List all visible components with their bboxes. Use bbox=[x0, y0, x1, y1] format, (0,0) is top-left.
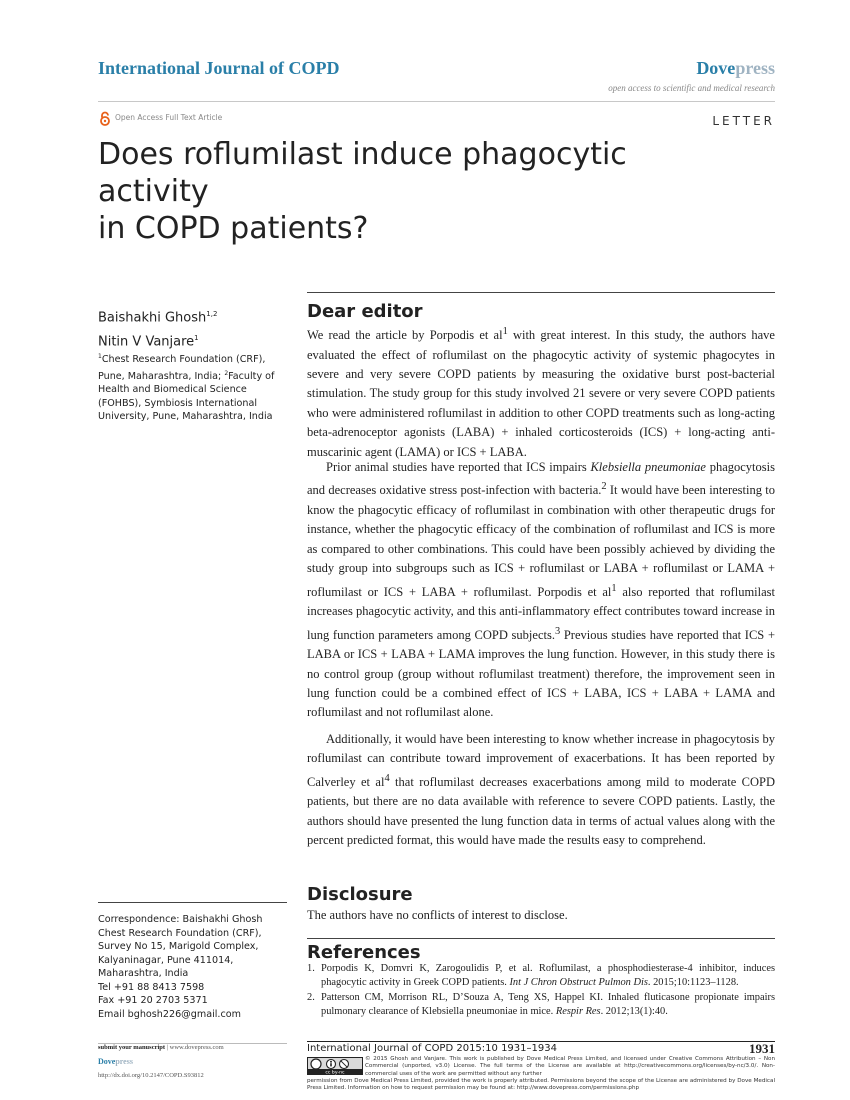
open-access-label: Open Access Full Text Article bbox=[115, 113, 223, 122]
author bbox=[98, 328, 217, 352]
citation-ref[interactable]: 1 bbox=[611, 582, 617, 594]
citation-ref[interactable]: 3 bbox=[554, 625, 561, 637]
reference-item bbox=[307, 991, 775, 1018]
reference-text: Patterson CM, Morrison RL, D’Souza A, Teng XS, Happel KI. Inhaled fluticasone propionate impairs pulmonary clearance of Klebsiella pneumoniae in mice. bbox=[321, 992, 775, 1017]
footer-logo-part2: press bbox=[115, 1057, 133, 1066]
cc-badge-label: cc by-nc bbox=[325, 1070, 345, 1075]
body-paragraph-1 bbox=[307, 322, 775, 462]
footer-publisher-logo[interactable] bbox=[98, 1057, 133, 1066]
publisher-logo-part2: press bbox=[735, 58, 775, 78]
author-affiliation-sup: 1 bbox=[194, 334, 199, 343]
text-run: It would have been interesting to know the phagocytic efficacy of roflumilast in combination with other therapeutic drugs for instance, whether the phagocytic efficacy of the combination of roflumilast and ICS is more as compared to other combinations. This could have been possibly achieved by dividing the study group into subgroups such as ICS + roflumilast or LABA + roflumilast or LAMA + roflumilast or ICS + LABA + roflumilast. Porpodis et al bbox=[307, 483, 775, 599]
license-text-continued: permission from Dove Medical Press Limited, provided the work is properly attributed. Permissions beyond the scope of the License are administered by Dove Medical Press Limited. Information on how to request permission may be found at: http://www.dovepress.com/permissions.php bbox=[307, 1078, 775, 1092]
correspondence-line: Survey No 15, Marigold Complex, bbox=[98, 941, 259, 952]
reference-body bbox=[321, 962, 775, 989]
reference-number: 1. bbox=[307, 963, 315, 974]
author-name: Baishakhi Ghosh bbox=[98, 310, 207, 326]
author-list bbox=[98, 304, 217, 353]
footer-logo-part1: Dove bbox=[98, 1057, 116, 1066]
article-title-line2: in COPD patients? bbox=[98, 211, 369, 246]
submit-label: submit your manuscript bbox=[98, 1044, 166, 1051]
reference-tail: . 2015;10:1123–1128. bbox=[647, 976, 739, 988]
doi-link[interactable]: http://dx.doi.org/10.2147/COPD.S93812 bbox=[98, 1072, 204, 1079]
citation-ref[interactable]: 1 bbox=[502, 326, 508, 337]
affiliations bbox=[98, 350, 283, 424]
publisher-logo[interactable] bbox=[696, 58, 775, 79]
reference-body bbox=[321, 991, 775, 1018]
correspondence-line: Kalyaninagar, Pune 411014, bbox=[98, 954, 234, 966]
submit-separator: | bbox=[165, 1044, 170, 1051]
species-name: Klebsiella pneumoniae bbox=[590, 460, 706, 474]
reference-text: Porpodis K, Domvri K, Zarogoulidis P, et al. Roflumilast, a phosphodiesterase-4 inhibitor, induces phagocytic activity in Greek COPD patients. bbox=[321, 963, 775, 988]
reference-number: 2. bbox=[307, 992, 315, 1003]
reference-journal[interactable]: Respir Res bbox=[555, 1005, 601, 1017]
citation-ref[interactable]: 4 bbox=[384, 772, 390, 784]
reference-journal[interactable]: Int J Chron Obstruct Pulmon Dis bbox=[509, 976, 648, 988]
main-top-divider bbox=[307, 292, 775, 293]
body-paragraph-3 bbox=[307, 730, 775, 851]
correspondence-block bbox=[98, 913, 287, 1021]
footer-right-divider bbox=[307, 1041, 775, 1042]
article-title-line1: Does roflumilast induce phagocytic activity bbox=[98, 137, 627, 209]
text-run: Previous studies have reported that ICS + LABA or ICS + LABA + LAMA improves the lung function. However, in this study there is no control group (group without roflumilast treatment) therefore, the improvement seen in lung function could be a combined effect of ICS + LABA, ICS + LABA + LAMA and roflumilast and not roflumilast alone. bbox=[307, 627, 775, 720]
submit-url[interactable]: www.dovepress.com bbox=[169, 1044, 224, 1051]
text-run: Additionally, it would have been interesting to know whether increase in phagocytosis by roflumilast can contribute toward improvement of exacerbations. It has been reported by Calverley et al bbox=[307, 732, 775, 789]
text-run: with great interest. In this study, the authors have evaluated the effect of roflumilast on the phagocytic activity of systemic phagocytes in severe and very severe COPD patients by measuring the oxidative burst post-bacterial stimulation. The study group for this study involved 21 severe or very severe COPD patients who were administered roflumilast in addition to other COPD treatments such as long-acting beta-adrenoceptor agonists (LABA) + inhaled corticosteroids (ICS) + long-acting anti-muscarinic agent (LAMA) or ICS + LABA. bbox=[307, 328, 775, 459]
creative-commons-license-icon[interactable] bbox=[307, 1057, 363, 1075]
correspondence-email[interactable]: Email bghosh226@gmail.com bbox=[98, 1008, 241, 1020]
references-divider bbox=[307, 938, 775, 939]
author-affiliation-sup: 1,2 bbox=[206, 310, 218, 318]
publisher-tagline: open access to scientific and medical research bbox=[608, 83, 775, 93]
reference-tail: . 2012;13(1):40. bbox=[600, 1005, 668, 1017]
body-paragraph-2 bbox=[307, 458, 775, 723]
correspondence-line: Maharashtra, India bbox=[98, 968, 189, 979]
header-divider bbox=[98, 101, 775, 102]
text-run: Prior animal studies have reported that ICS impairs bbox=[326, 460, 591, 474]
correspondence-divider bbox=[98, 902, 287, 903]
open-access-lock-icon bbox=[98, 111, 112, 126]
page-number: 1931 bbox=[749, 1041, 775, 1056]
correspondence-line: Fax +91 20 2703 5371 bbox=[98, 995, 208, 1006]
publisher-logo-part1: Dove bbox=[696, 58, 736, 78]
affiliation-text: Chest Research Foundation (CRF), Pune, Maharashtra, India; bbox=[98, 354, 266, 382]
disclosure-text: The authors have no conflicts of interest to disclose. bbox=[307, 908, 568, 922]
salutation-heading: Dear editor bbox=[307, 301, 423, 322]
correspondence-line: Chest Research Foundation (CRF), bbox=[98, 927, 262, 939]
text-run: also reported that roflumilast increases phagocytic activity, and this anti-inflammatory effect contributes toward increase in lung function parameters among COPD subjects. bbox=[307, 584, 775, 642]
footer-citation: International Journal of COPD 2015:10 1931–1934 bbox=[307, 1043, 557, 1054]
text-run: phagocytosis and decreases oxidative stress post-infection with bacteria. bbox=[307, 460, 775, 498]
author bbox=[98, 304, 217, 328]
references-heading: References bbox=[307, 942, 421, 963]
correspondence-line: Tel +91 88 8413 7598 bbox=[98, 981, 205, 993]
reference-item bbox=[307, 962, 775, 989]
citation-ref[interactable]: 2 bbox=[601, 481, 607, 493]
text-run: We read the article by Porpodis et al bbox=[307, 328, 503, 343]
text-run: that roflumilast decreases exacerbations among mild to moderate COPD patients, but there are no data available with reference to severe COPD patients. Lastly, the authors should have presented the lung function data in terms of actual values along with the percent predicted format, this would have made the results easy to comprehend. bbox=[307, 774, 776, 848]
submit-manuscript-link[interactable] bbox=[98, 1044, 224, 1051]
disclosure-heading: Disclosure bbox=[307, 884, 413, 905]
article-title bbox=[98, 136, 738, 247]
affiliation-sup: 2 bbox=[224, 369, 229, 377]
journal-title[interactable]: International Journal of COPD bbox=[98, 58, 340, 78]
license-text: © 2015 Ghosh and Vanjare. This work is published by Dove Medical Press Limited, and licensed under Creative Commons Attribution – Non Commercial (unported, v3.0) License. The full terms of the License are available at http://creativecommons.org/licenses/by-nc/3.0/. Non-commercial uses of the work are permitted without any further bbox=[365, 1056, 775, 1077]
affiliation-text: Faculty of Health and Biomedical Science (FOHBS), Symbiosis International University, Pune, Maharashtra, India bbox=[98, 370, 275, 423]
article-type: LETTER bbox=[712, 114, 775, 128]
author-name: Nitin V Vanjare bbox=[98, 334, 195, 350]
correspondence-line: Correspondence: Baishakhi Ghosh bbox=[98, 914, 263, 925]
affiliation-sup: 1 bbox=[98, 353, 102, 360]
